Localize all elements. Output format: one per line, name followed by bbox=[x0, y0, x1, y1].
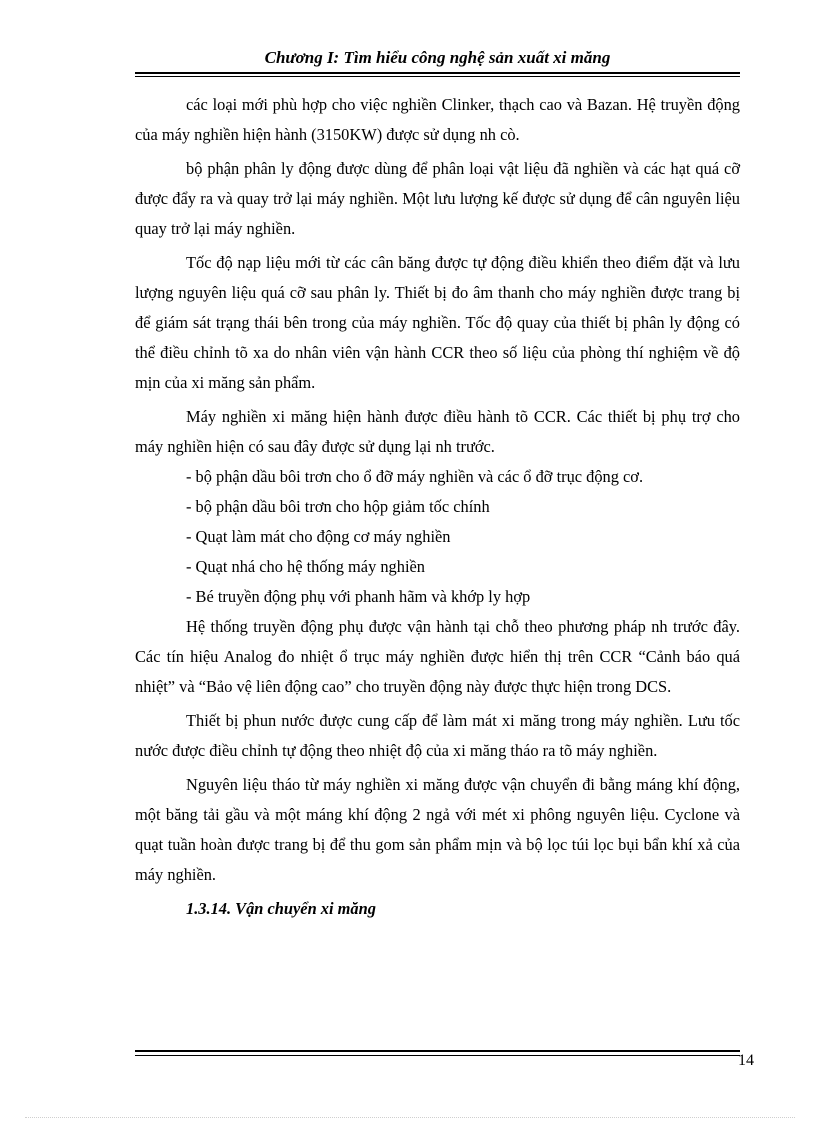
footer-rule-thin bbox=[135, 1055, 740, 1056]
header-rule-thin bbox=[135, 76, 740, 77]
list-item: - Quạt làm mát cho động cơ máy nghiền bbox=[186, 527, 451, 546]
footer-rule bbox=[135, 1050, 740, 1052]
header-rule bbox=[135, 72, 740, 74]
paragraph: Máy nghiền xi măng hiện hành được điều hành tõ CCR. Các thiết bị phụ trợ cho máy nghiền hiện có sau đây được sử dụng lại nh trước. bbox=[135, 407, 740, 456]
section-heading: 1.3.14. Vận chuyển xi măng bbox=[186, 899, 376, 918]
page-body bbox=[135, 90, 740, 924]
paragraph: Thiết bị phun nước được cung cấp để làm mát xi măng trong máy nghiền. Lưu tốc nước được điều chỉnh tự động theo nhiệt độ của xi măng tháo ra tõ máy nghiền. bbox=[135, 711, 740, 760]
list-item: - bộ phận dầu bôi trơn cho hộp giảm tốc chính bbox=[186, 497, 490, 516]
paragraph: Nguyên liệu tháo từ máy nghiền xi măng được vận chuyển đi bằng máng khí động, một băng tải gầu và một máng khí động 2 ngả với mét xi phông nguyên liệu. Cyclone và quạt tuần hoàn được trang bị để thu gom sản phẩm mịn và bộ lọc túi lọc bụi bẩn khí xả của máy nghiền. bbox=[135, 775, 740, 884]
page-number: 14 bbox=[738, 1052, 754, 1069]
paragraph: Tốc độ nạp liệu mới từ các cân băng được tự động điều khiển theo điểm đặt và lưu lượng nguyên liệu quá cỡ sau phân ly. Thiết bị đo âm thanh cho máy nghiền được trang bị để giám sát trạng thái bên trong của máy nghiền. Tốc độ quay của thiết bị phân ly động có thể điều chỉnh tõ xa do nhân viên vận hành CCR theo số liệu của phòng thí nghiệm về độ mịn của xi măng sản phẩm. bbox=[135, 253, 740, 392]
list-item: - Bé truyền động phụ với phanh hãm và khớp ly hợp bbox=[186, 587, 531, 606]
page-edge-divider bbox=[25, 1117, 795, 1118]
page-header-title: Chương I: Tìm hiểu công nghệ sản xuất xi măng bbox=[264, 48, 611, 67]
paragraph: bộ phận phân ly động được dùng để phân loại vật liệu đã nghiền và các hạt quá cỡ được đẩy ra và quay trở lại máy nghiền. Một lưu lượng kế được sử dụng để cân nguyên liệu quay trở lại máy nghiền. bbox=[135, 159, 740, 238]
paragraph: Hệ thống truyền động phụ được vận hành tại chỗ theo phương pháp nh trước đây. Các tín hiệu Analog đo nhiệt ổ trục máy nghiền được hiển thị trên CCR “Cảnh báo quá nhiệt” và “Bảo vệ liên động cao” cho truyền động này được thực hiện trong DCS. bbox=[135, 617, 740, 696]
list-item: - Quạt nhá cho hệ thống máy nghiền bbox=[186, 557, 425, 576]
paragraph: các loại mới phù hợp cho việc nghiền Clinker, thạch cao và Bazan. Hệ truyền động của máy nghiền hiện hành (3150KW) được sử dụng nh cò. bbox=[135, 95, 740, 144]
list-item: - bộ phận dầu bôi trơn cho ổ đỡ máy nghiền và các ổ đỡ trục động cơ. bbox=[186, 467, 644, 486]
